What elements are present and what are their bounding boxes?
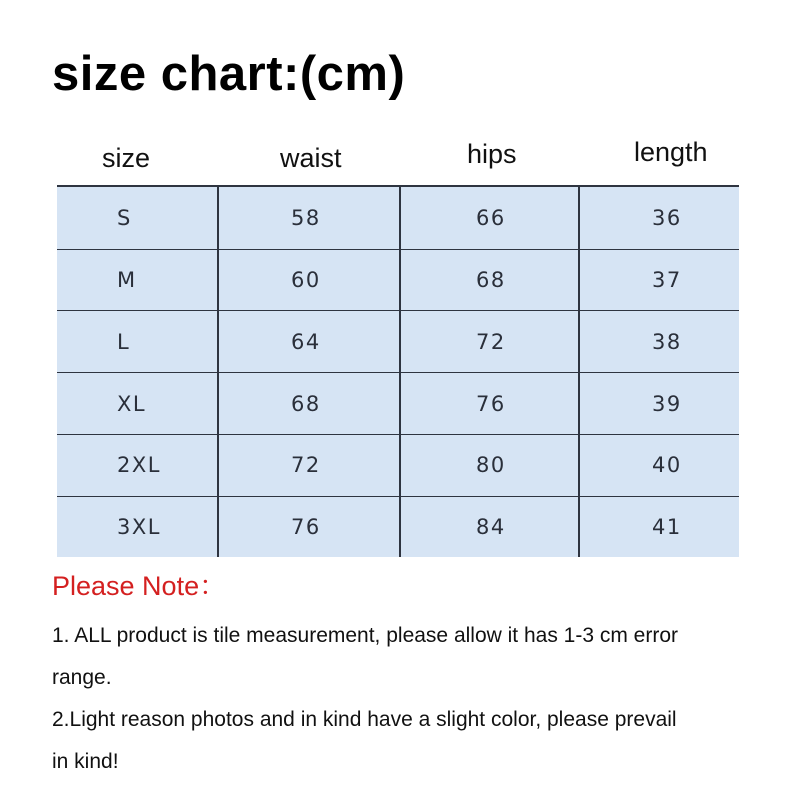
- cell-length: 38: [579, 311, 739, 373]
- cell-waist: 68: [218, 373, 400, 435]
- cell-hips: 72: [400, 311, 579, 373]
- cell-waist: 60: [218, 249, 400, 311]
- note-title: Please Note：: [52, 571, 227, 601]
- note-line: in kind!: [52, 750, 119, 773]
- cell-hips: 76: [400, 373, 579, 435]
- table-row: [57, 373, 739, 435]
- note-line: range.: [52, 666, 112, 689]
- cell-size: L: [57, 311, 218, 373]
- cell-waist: 76: [218, 496, 400, 557]
- note-line: 1. ALL product is tile measurement, please allow it has 1-3 cm error: [52, 624, 679, 647]
- cell-size: 3XL: [57, 496, 218, 557]
- cell-size: S: [57, 186, 218, 249]
- note-line: 2.Light reason photos and in kind have a slight color, please prevail: [52, 708, 677, 731]
- cell-waist: 64: [218, 311, 400, 373]
- cell-size: M: [57, 249, 218, 311]
- cell-hips: 80: [400, 435, 579, 497]
- table-row: [57, 311, 739, 373]
- table-row: [57, 249, 739, 311]
- cell-size: XL: [57, 373, 218, 435]
- cell-length: 37: [579, 249, 739, 311]
- column-header-length: length: [634, 137, 708, 167]
- cell-waist: 72: [218, 435, 400, 497]
- cell-length: 39: [579, 373, 739, 435]
- table-row: [57, 186, 739, 249]
- table-row: [57, 435, 739, 497]
- page-title: size chart:(cm): [52, 47, 406, 101]
- cell-hips: 84: [400, 496, 579, 557]
- size-table: [57, 185, 739, 557]
- column-header-waist: waist: [280, 143, 342, 173]
- cell-waist: 58: [218, 186, 400, 249]
- column-header-size: size: [102, 143, 151, 173]
- cell-length: 41: [579, 496, 739, 557]
- table-row: [57, 496, 739, 557]
- cell-length: 36: [579, 186, 739, 249]
- column-header-hips: hips: [467, 139, 517, 169]
- cell-hips: 68: [400, 249, 579, 311]
- cell-size: 2XL: [57, 435, 218, 497]
- cell-length: 40: [579, 435, 739, 497]
- cell-hips: 66: [400, 186, 579, 249]
